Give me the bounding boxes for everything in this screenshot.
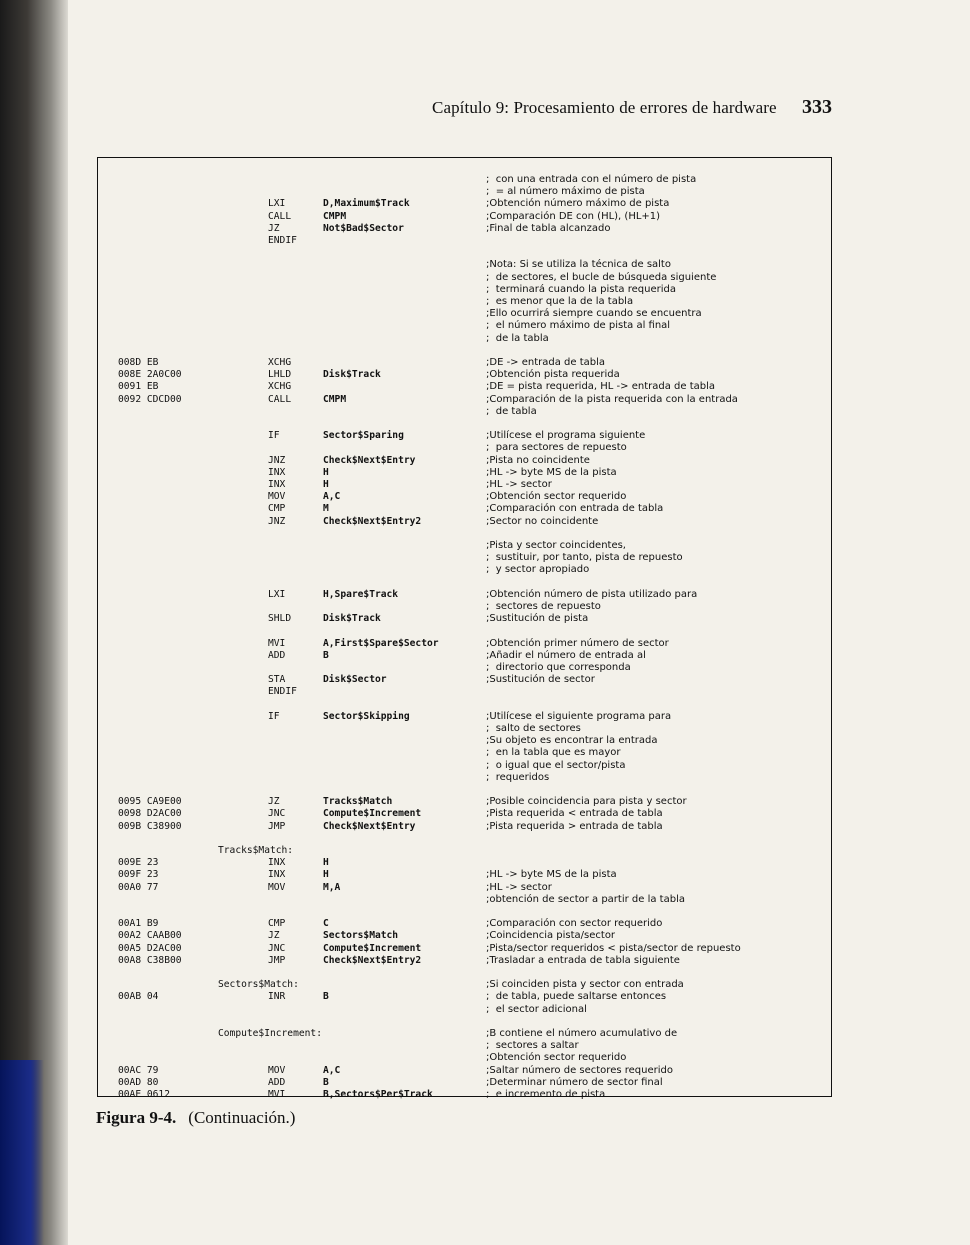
opcode-cell: JZ bbox=[268, 222, 280, 234]
comment-cell: ;Final de tabla alcanzado bbox=[486, 222, 611, 234]
address-cell: 008D EB bbox=[118, 357, 159, 368]
operand-cell: C bbox=[323, 918, 329, 930]
comment-cell: ; de sectores, el bucle de búsqueda siguiente bbox=[486, 271, 717, 283]
listing-line bbox=[0, 943, 970, 955]
listing-line bbox=[0, 345, 970, 357]
listing-line bbox=[0, 930, 970, 942]
comment-cell: ; e incremento de pista bbox=[486, 1089, 606, 1100]
opcode-cell: CALL bbox=[268, 210, 292, 222]
listing-line bbox=[0, 1065, 970, 1077]
comment-cell: ; sustituir, por tanto, pista de repuesto bbox=[486, 552, 683, 564]
listing-line bbox=[0, 772, 970, 784]
listing-line bbox=[0, 235, 970, 247]
comment-cell: ;Coincidencia pista/sector bbox=[486, 930, 616, 942]
comment-cell: ;Utilícese el siguiente programa para bbox=[486, 710, 672, 722]
listing-line bbox=[0, 821, 970, 833]
operand-cell: Sectors$Match bbox=[323, 930, 399, 942]
address-cell: 0098 D2AC00 bbox=[118, 808, 182, 820]
listing-line bbox=[0, 174, 970, 186]
operand-cell: M,A bbox=[323, 881, 341, 893]
comment-cell: ;Nota: Si se utiliza la técnica de salto bbox=[486, 259, 671, 271]
listing-line bbox=[0, 845, 970, 857]
opcode-cell: XCHG bbox=[268, 357, 292, 368]
listing-line bbox=[0, 198, 970, 210]
listing-line bbox=[0, 211, 970, 223]
listing-line bbox=[0, 1052, 970, 1064]
listing-line bbox=[0, 894, 970, 906]
opcode-cell: MOV bbox=[268, 491, 286, 503]
address-cell: 009E 23 bbox=[118, 857, 159, 869]
operand-cell: Sector$Sparing bbox=[323, 430, 404, 442]
listing-line bbox=[0, 991, 970, 1003]
listing-line bbox=[0, 1028, 970, 1040]
comment-cell: ;Comparación con entrada de tabla bbox=[486, 503, 664, 515]
comment-cell: ;Sustitución de pista bbox=[486, 613, 589, 625]
figure-caption-text: (Continuación.) bbox=[188, 1108, 296, 1127]
listing-line bbox=[0, 259, 970, 271]
listing-line bbox=[0, 516, 970, 528]
comment-cell: ;Obtención sector requerido bbox=[486, 491, 627, 503]
comment-cell: ; el sector adicional bbox=[486, 1003, 587, 1015]
listing-line bbox=[0, 540, 970, 552]
comment-cell: ;Pista/sector requeridos < pista/sector de repuesto bbox=[486, 942, 741, 954]
comment-cell: ;Pista y sector coincidentes, bbox=[486, 540, 626, 551]
opcode-cell: MOV bbox=[268, 881, 286, 893]
operand-cell: B,Sectors$Per$Track bbox=[323, 1089, 433, 1100]
listing-line bbox=[0, 528, 970, 540]
operand-cell: B bbox=[323, 991, 329, 1003]
address-cell: 00AB 04 bbox=[118, 991, 159, 1003]
address-cell: 0092 CDCD00 bbox=[118, 393, 182, 405]
operand-cell: Compute$Increment bbox=[323, 808, 422, 820]
listing-line bbox=[0, 186, 970, 198]
address-cell: 00A2 CAAB00 bbox=[118, 930, 182, 942]
operand-cell: Not$Bad$Sector bbox=[323, 222, 404, 234]
listing-line bbox=[0, 491, 970, 503]
operand-cell: M bbox=[323, 503, 329, 515]
comment-cell: ;Obtención primer número de sector bbox=[486, 637, 669, 649]
opcode-cell: IF bbox=[268, 710, 280, 722]
comment-cell: ;B contiene el número acumulativo de bbox=[486, 1028, 678, 1039]
address-cell: 0091 EB bbox=[118, 381, 159, 393]
comment-cell: ;Pista requerida < entrada de tabla bbox=[486, 808, 663, 820]
opcode-cell: INX bbox=[268, 479, 286, 490]
comment-cell: ;Obtención sector requerido bbox=[486, 1052, 627, 1064]
opcode-cell: XCHG bbox=[268, 381, 292, 393]
listing-line bbox=[0, 296, 970, 308]
opcode-cell: INX bbox=[268, 857, 286, 869]
listing-line bbox=[0, 662, 970, 674]
comment-cell: ; en la tabla que es mayor bbox=[486, 747, 621, 759]
listing-line bbox=[0, 589, 970, 601]
listing-line bbox=[0, 247, 970, 259]
comment-cell: ; es menor que la de la tabla bbox=[486, 296, 634, 307]
operand-cell: D,Maximum$Track bbox=[323, 198, 410, 210]
listing-line bbox=[0, 955, 970, 967]
listing-line bbox=[0, 552, 970, 564]
opcode-cell: LXI bbox=[268, 588, 286, 600]
listing-line bbox=[0, 699, 970, 711]
comment-cell: ; de tabla bbox=[486, 405, 537, 417]
comment-cell: ; de la tabla bbox=[486, 332, 549, 344]
operand-cell: B bbox=[323, 649, 329, 661]
comment-cell: ;Añadir el número de entrada al bbox=[486, 649, 646, 661]
page-number: 333 bbox=[802, 96, 832, 118]
comment-cell: ; sectores a saltar bbox=[486, 1040, 579, 1052]
listing-line bbox=[0, 686, 970, 698]
listing-line bbox=[0, 882, 970, 894]
comment-cell: ;Su objeto es encontrar la entrada bbox=[486, 735, 658, 747]
listing-line bbox=[0, 760, 970, 772]
comment-cell: ;Sustitución de sector bbox=[486, 674, 595, 686]
listing-line bbox=[0, 467, 970, 479]
operand-cell: H bbox=[323, 857, 329, 869]
opcode-cell: ADD bbox=[268, 1076, 286, 1088]
opcode-cell: JMP bbox=[268, 820, 286, 832]
listing-line bbox=[0, 808, 970, 820]
comment-cell: ;Comparación con sector requerido bbox=[486, 918, 663, 930]
comment-cell: ;Posible coincidencia para pista y sector bbox=[486, 796, 687, 808]
comment-cell: ;Determinar número de sector final bbox=[486, 1076, 663, 1088]
opcode-cell: LHLD bbox=[268, 369, 292, 381]
operand-cell: A,C bbox=[323, 491, 341, 503]
address-cell: 00A5 D2AC00 bbox=[118, 942, 182, 954]
label-cell: Sectors$Match: bbox=[218, 979, 299, 991]
address-cell: 0095 CA9E00 bbox=[118, 796, 182, 808]
label-cell: Compute$Increment: bbox=[218, 1028, 322, 1039]
comment-cell: ; directorio que corresponda bbox=[486, 662, 631, 673]
listing-line bbox=[0, 320, 970, 332]
listing-line bbox=[0, 418, 970, 430]
comment-cell: ;Obtención número máximo de pista bbox=[486, 198, 670, 210]
listing-line bbox=[0, 857, 970, 869]
opcode-cell: CALL bbox=[268, 393, 292, 405]
operand-cell: B bbox=[323, 1076, 329, 1088]
listing-line bbox=[0, 979, 970, 991]
opcode-cell: ADD bbox=[268, 649, 286, 661]
listing-line bbox=[0, 967, 970, 979]
address-cell: 00AE 0612 bbox=[118, 1089, 170, 1100]
comment-cell: ;Utilícese el programa siguiente bbox=[486, 430, 646, 442]
listing-line bbox=[0, 601, 970, 613]
address-cell: 008E 2A0C00 bbox=[118, 369, 182, 381]
listing-line bbox=[0, 223, 970, 235]
opcode-cell: JNC bbox=[268, 942, 286, 954]
opcode-cell: JMP bbox=[268, 954, 286, 966]
comment-cell: ;HL -> byte MS de la pista bbox=[486, 466, 617, 478]
opcode-cell: CMP bbox=[268, 503, 286, 515]
listing-line bbox=[0, 503, 970, 515]
listing-line bbox=[0, 1077, 970, 1089]
operand-cell: Compute$Increment bbox=[323, 942, 422, 954]
listing-line bbox=[0, 369, 970, 381]
address-cell: 00A8 C38B00 bbox=[118, 954, 182, 966]
operand-cell: H bbox=[323, 466, 329, 478]
comment-cell: ; para sectores de repuesto bbox=[486, 442, 627, 454]
comment-cell: ; y sector apropiado bbox=[486, 564, 590, 576]
opcode-cell: JZ bbox=[268, 796, 280, 808]
listing-line bbox=[0, 625, 970, 637]
listing-line bbox=[0, 711, 970, 723]
opcode-cell: SHLD bbox=[268, 613, 292, 625]
listing-line bbox=[0, 1040, 970, 1052]
comment-cell: ;Saltar número de sectores requerido bbox=[486, 1064, 673, 1076]
operand-cell: A,C bbox=[323, 1064, 341, 1076]
operand-cell: Disk$Track bbox=[323, 613, 381, 625]
comment-cell: ;Sector no coincidente bbox=[486, 515, 599, 527]
comment-cell: ;HL -> byte MS de la pista bbox=[486, 869, 617, 881]
operand-cell: H,Spare$Track bbox=[323, 588, 399, 600]
operand-cell: Check$Next$Entry bbox=[323, 820, 416, 832]
listing-line bbox=[0, 723, 970, 735]
comment-cell: ; el número máximo de pista al final bbox=[486, 320, 671, 332]
listing-line bbox=[0, 747, 970, 759]
comment-cell: ;HL -> sector bbox=[486, 881, 552, 893]
label-cell: Tracks$Match: bbox=[218, 845, 294, 856]
address-cell: 009B C38900 bbox=[118, 820, 182, 832]
listing-line bbox=[0, 455, 970, 467]
listing-line bbox=[0, 906, 970, 918]
comment-cell: ;Si coinciden pista y sector con entrada bbox=[486, 979, 684, 991]
operand-cell: CMPM bbox=[323, 393, 347, 405]
operand-cell: Check$Next$Entry2 bbox=[323, 954, 422, 966]
opcode-cell: MVI bbox=[268, 1089, 286, 1100]
listing-line bbox=[0, 381, 970, 393]
comment-cell: ;Obtención número de pista utilizado para bbox=[486, 588, 698, 600]
operand-cell: H bbox=[323, 479, 329, 490]
comment-cell: ;Obtención pista requerida bbox=[486, 369, 620, 381]
opcode-cell: JNZ bbox=[268, 515, 286, 527]
comment-cell: ;Comparación de la pista requerida con la entrada bbox=[486, 393, 738, 405]
address-cell: 00A0 77 bbox=[118, 881, 159, 893]
operand-cell: Sector$Skipping bbox=[323, 710, 410, 722]
listing-line bbox=[0, 613, 970, 625]
listing-line bbox=[0, 272, 970, 284]
listing-line bbox=[0, 479, 970, 491]
opcode-cell: INR bbox=[268, 991, 286, 1003]
listing-line bbox=[0, 674, 970, 686]
address-cell: 00AD 80 bbox=[118, 1076, 159, 1088]
opcode-cell: INX bbox=[268, 869, 286, 881]
listing-line bbox=[0, 869, 970, 881]
listing-line bbox=[0, 430, 970, 442]
operand-cell: H bbox=[323, 869, 329, 881]
comment-cell: ; o igual que el sector/pista bbox=[486, 759, 626, 771]
operand-cell: Check$Next$Entry bbox=[323, 454, 416, 466]
listing-line bbox=[0, 564, 970, 576]
opcode-cell: LXI bbox=[268, 198, 286, 210]
listing-line bbox=[0, 357, 970, 369]
comment-cell: ;Trasladar a entrada de tabla siguiente bbox=[486, 954, 680, 966]
comment-cell: ;DE -> entrada de tabla bbox=[486, 357, 606, 368]
listing-line bbox=[0, 1089, 970, 1101]
listing-line bbox=[0, 284, 970, 296]
listing-line bbox=[0, 833, 970, 845]
address-cell: 009F 23 bbox=[118, 869, 159, 881]
comment-cell: ; salto de sectores bbox=[486, 723, 581, 734]
figure-caption bbox=[96, 1108, 295, 1128]
operand-cell: A,First$Spare$Sector bbox=[323, 637, 439, 649]
figure-number: Figura 9-4. bbox=[96, 1108, 177, 1127]
opcode-cell: MVI bbox=[268, 637, 286, 649]
comment-cell: ;Comparación DE con (HL), (HL+1) bbox=[486, 210, 661, 222]
comment-cell: ;Pista requerida > entrada de tabla bbox=[486, 820, 663, 832]
listing-line bbox=[0, 796, 970, 808]
comment-cell: ;Ello ocurrirá siempre cuando se encuentra bbox=[486, 308, 702, 320]
listing-line bbox=[0, 442, 970, 454]
opcode-cell: JNZ bbox=[268, 454, 286, 466]
comment-cell: ; de tabla, puede saltarse entonces bbox=[486, 991, 667, 1003]
comment-cell: ; requeridos bbox=[486, 771, 550, 783]
comment-cell: ;HL -> sector bbox=[486, 479, 552, 490]
listing-line bbox=[0, 638, 970, 650]
listing-line bbox=[0, 650, 970, 662]
comment-cell: ; terminará cuando la pista requerida bbox=[486, 283, 676, 295]
chapter-title: Capítulo 9: Procesamiento de errores de hardware bbox=[432, 98, 777, 117]
listing-line bbox=[0, 577, 970, 589]
listing-line bbox=[0, 784, 970, 796]
comment-cell: ;obtención de sector a partir de la tabla bbox=[486, 893, 685, 905]
comment-cell: ; sectores de repuesto bbox=[486, 601, 601, 612]
comment-cell: ;Pista no coincidente bbox=[486, 454, 590, 466]
opcode-cell: STA bbox=[268, 674, 286, 686]
operand-cell: Check$Next$Entry2 bbox=[323, 515, 422, 527]
operand-cell: CMPM bbox=[323, 210, 347, 222]
comment-cell: ; con una entrada con el número de pista bbox=[486, 174, 697, 185]
listing-line bbox=[0, 735, 970, 747]
opcode-cell: ENDIF bbox=[268, 235, 297, 246]
listing-line bbox=[0, 406, 970, 418]
comment-cell: ; = al número máximo de pista bbox=[486, 186, 645, 198]
listing-line bbox=[0, 308, 970, 320]
opcode-cell: INX bbox=[268, 466, 286, 478]
operand-cell: Disk$Sector bbox=[323, 674, 387, 686]
listing-line bbox=[0, 918, 970, 930]
opcode-cell: CMP bbox=[268, 918, 286, 930]
listing-line bbox=[0, 333, 970, 345]
opcode-cell: MOV bbox=[268, 1064, 286, 1076]
address-cell: 00AC 79 bbox=[118, 1064, 159, 1076]
comment-cell: ;DE = pista requerida, HL -> entrada de tabla bbox=[486, 381, 716, 393]
opcode-cell: JZ bbox=[268, 930, 280, 942]
address-cell: 00A1 B9 bbox=[118, 918, 159, 930]
opcode-cell: JNC bbox=[268, 808, 286, 820]
listing-line bbox=[0, 394, 970, 406]
listing-line bbox=[0, 1004, 970, 1016]
opcode-cell: ENDIF bbox=[268, 686, 297, 698]
operand-cell: Disk$Track bbox=[323, 369, 381, 381]
operand-cell: Tracks$Match bbox=[323, 796, 393, 808]
opcode-cell: IF bbox=[268, 430, 280, 442]
listing-line bbox=[0, 1016, 970, 1028]
